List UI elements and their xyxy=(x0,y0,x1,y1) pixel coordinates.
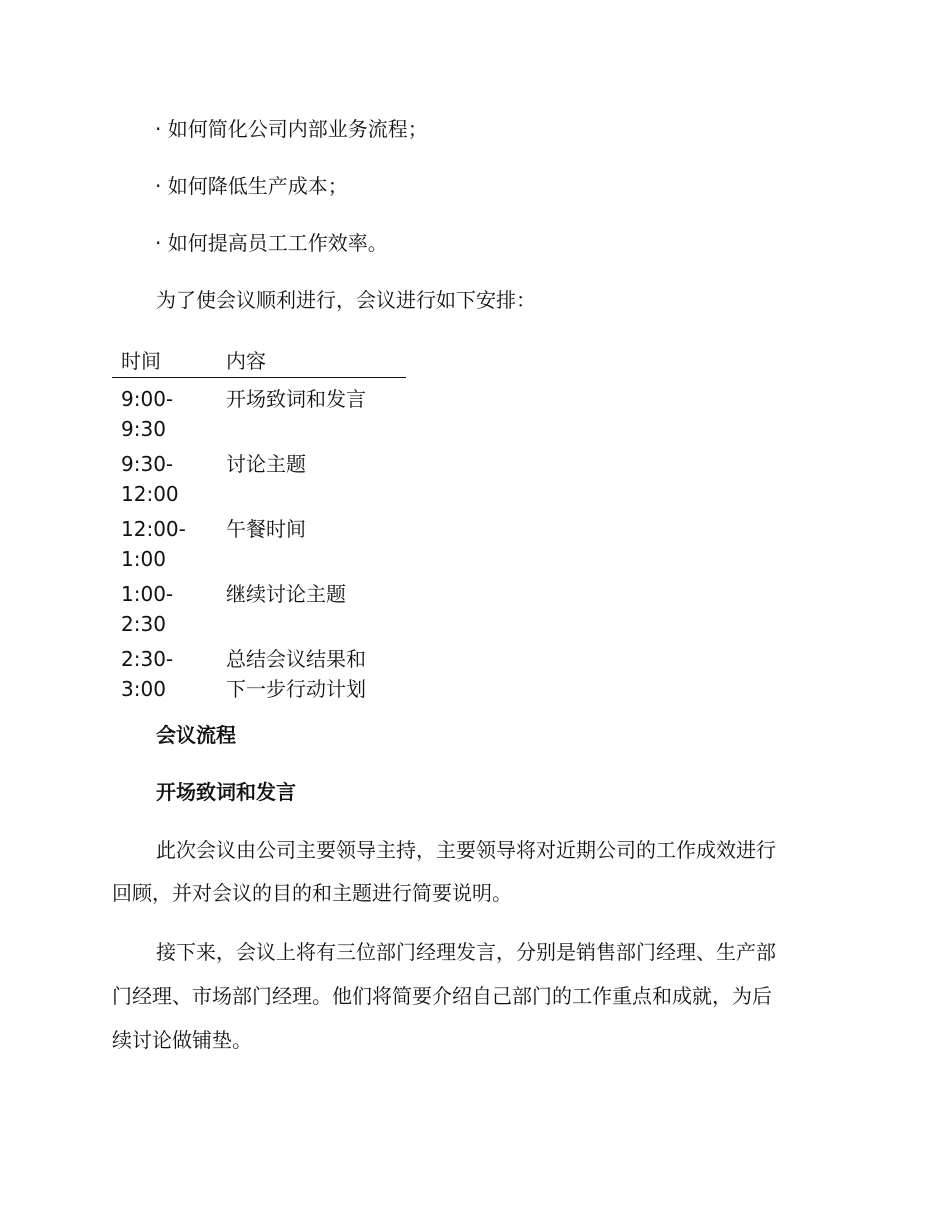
paragraph-line: 此次会议由公司主要领导主持，主要领导将对近期公司的工作成效进行 xyxy=(156,838,776,862)
time-end: 1:00 xyxy=(121,547,166,571)
table-row xyxy=(112,573,406,638)
header-content: 内容 xyxy=(226,349,266,373)
bullet-item: · 如何提高员工工作效率。 xyxy=(155,231,388,255)
content-text: 午餐时间 xyxy=(226,517,306,541)
header-time: 时间 xyxy=(121,349,161,373)
time-cell xyxy=(121,579,211,639)
content-cell xyxy=(226,644,396,704)
time-start: 9:30- xyxy=(121,452,174,476)
time-start: 2:30- xyxy=(121,647,174,671)
schedule-table xyxy=(112,345,406,703)
content-text: 总结会议结果和 xyxy=(226,647,366,671)
time-end: 3:00 xyxy=(121,677,166,701)
section-heading: 会议流程 xyxy=(156,723,236,747)
content-cell xyxy=(226,384,396,414)
paragraph-line: 回顾，并对会议的目的和主题进行简要说明。 xyxy=(112,881,512,905)
subsection-heading: 开场致词和发言 xyxy=(156,780,296,804)
intro-text: 为了使会议顺利进行，会议进行如下安排： xyxy=(156,288,536,312)
content-text: 讨论主题 xyxy=(226,452,306,476)
time-cell xyxy=(121,644,211,704)
content-cell xyxy=(226,579,396,609)
content-text: 开场致词和发言 xyxy=(226,387,366,411)
content-cell xyxy=(226,449,396,479)
time-end: 2:30 xyxy=(121,612,166,636)
content-text: 下一步行动计划 xyxy=(226,677,366,701)
bullet-item: · 如何降低生产成本； xyxy=(155,174,348,198)
table-row xyxy=(112,443,406,508)
time-start: 1:00- xyxy=(121,582,174,606)
time-cell xyxy=(121,514,211,574)
bullet-item: · 如何简化公司内部业务流程； xyxy=(155,117,428,141)
table-row xyxy=(112,638,406,703)
paragraph-line: 接下来，会议上将有三位部门经理发言，分别是销售部门经理、生产部 xyxy=(156,940,776,964)
content-cell xyxy=(226,514,396,544)
table-row xyxy=(112,508,406,573)
content-text: 继续讨论主题 xyxy=(226,582,346,606)
time-start: 9:00- xyxy=(121,387,174,411)
time-end: 12:00 xyxy=(121,482,179,506)
time-cell xyxy=(121,384,211,444)
time-end: 9:30 xyxy=(121,417,166,441)
table-row xyxy=(112,378,406,443)
time-start: 12:00- xyxy=(121,517,186,541)
paragraph-line: 续讨论做铺垫。 xyxy=(112,1028,252,1052)
paragraph-line: 门经理、市场部门经理。他们将简要介绍自己部门的工作重点和成就，为后 xyxy=(112,984,772,1008)
table-header xyxy=(112,345,406,378)
time-cell xyxy=(121,449,211,509)
